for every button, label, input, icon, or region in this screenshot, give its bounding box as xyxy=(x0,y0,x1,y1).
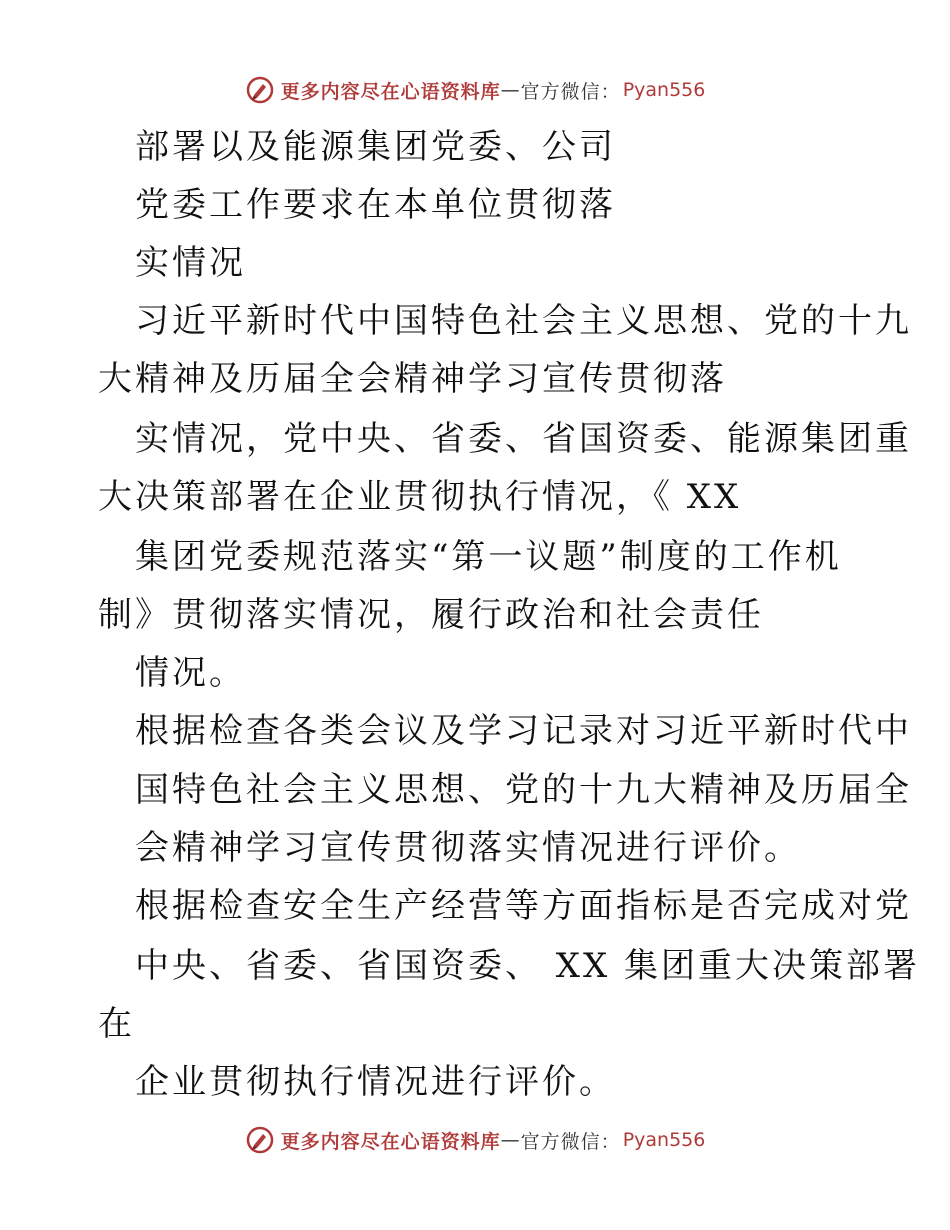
paragraph-line: 根据检查各类会议及学习记录对习近平新时代中 xyxy=(135,711,912,751)
paragraph-line: 在 xyxy=(98,1004,135,1044)
paragraph-line: 中央、省委、省国资委、 XX 集团重大决策部署 xyxy=(135,946,921,986)
paragraph-line: 实情况，党中央、省委、省国资委、能源集团重 xyxy=(135,419,912,459)
paragraph-line: 大决策部署在企业贯彻执行情况，《 XX xyxy=(98,477,742,517)
paragraph-line: 企业贯彻执行情况进行评价。 xyxy=(135,1062,616,1102)
banner-main-text: 更多内容尽在心语资料库 xyxy=(280,80,501,103)
paragraph-line: 习近平新时代中国特色社会主义思想、党的十九 xyxy=(135,301,912,341)
pen-logo-icon xyxy=(245,1125,275,1155)
banner-sub-text: 官方微信： xyxy=(520,1130,621,1153)
paragraph-line: 情况。 xyxy=(135,653,246,693)
paragraph-line: 制》贯彻落实情况，履行政治和社会责任 xyxy=(98,595,764,635)
paragraph-line: 实情况 xyxy=(135,243,246,283)
paragraph-line: 集团党委规范落实“第一议题”制度的工作机 xyxy=(135,537,842,577)
paragraph-line: 会精神学习宣传贯彻落实情况进行评价。 xyxy=(135,828,801,868)
paragraph-line: 根据检查安全生产经营等方面指标是否完成对党 xyxy=(135,886,912,926)
banner-dash: — xyxy=(500,1129,521,1151)
paragraph-line: 大精神及历届全会精神学习宣传贯彻落 xyxy=(98,359,727,399)
banner-wechat-id: Pyan556 xyxy=(622,1129,706,1151)
paragraph-line: 国特色社会主义思想、党的十九大精神及历届全 xyxy=(135,770,912,810)
paragraph-line: 党委工作要求在本单位贯彻落 xyxy=(135,185,616,225)
paragraph-line: 部署以及能源集团党委、公司 xyxy=(135,127,616,167)
banner-wechat-id: Pyan556 xyxy=(622,79,706,101)
banner-main-text: 更多内容尽在心语资料库 xyxy=(280,1130,501,1153)
banner-dash: — xyxy=(500,79,521,101)
footer-watermark-banner xyxy=(0,1120,950,1160)
banner-sub-text: 官方微信： xyxy=(520,80,621,103)
